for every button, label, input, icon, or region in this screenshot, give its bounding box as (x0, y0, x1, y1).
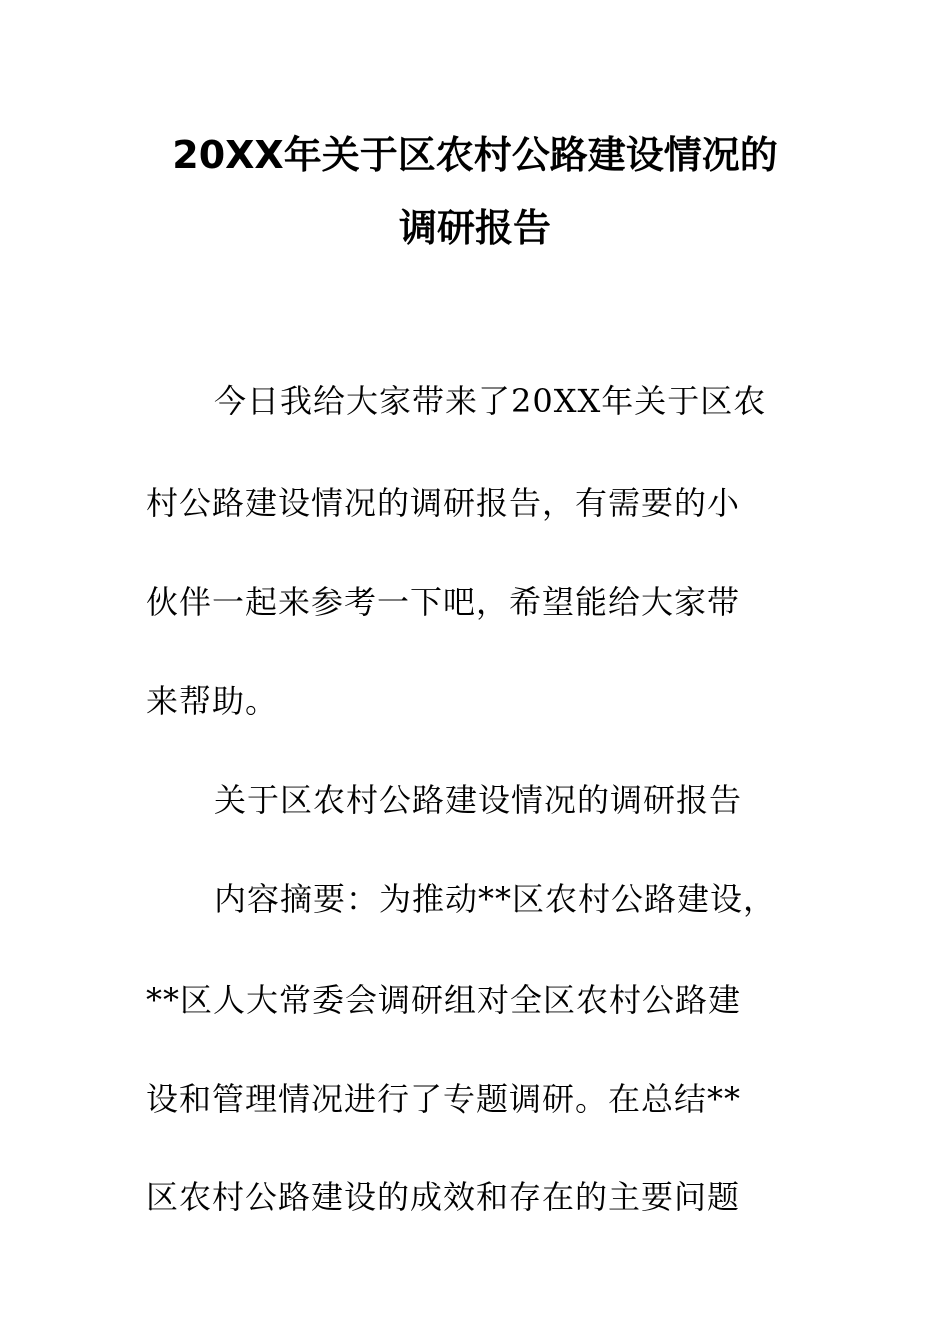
summary-line-4: 区农村公路建设的成效和存在的主要问题 (146, 1178, 741, 1216)
summary-line-2: **区人大常委会调研组对全区农村公路建 (146, 981, 742, 1019)
intro-line-3: 伙伴一起来参考一下吧，希望能给大家带 (146, 583, 741, 621)
summary-line-3: 设和管理情况进行了专题调研。在总结** (146, 1080, 742, 1118)
report-subtitle: 关于区农村公路建设情况的调研报告 (214, 781, 743, 819)
intro-line-2: 村公路建设情况的调研报告，有需要的小 (146, 484, 741, 522)
document-title-line-1: 20XX年关于区农村公路建设情况的 (172, 133, 778, 177)
summary-line-1: 内容摘要：为推动**区农村公路建设， (214, 880, 777, 918)
intro-line-4: 来帮助。 (146, 682, 279, 720)
document-title-line-2: 调研报告 (398, 206, 551, 250)
intro-line-1: 今日我给大家带来了20XX年关于区农 (214, 382, 767, 420)
